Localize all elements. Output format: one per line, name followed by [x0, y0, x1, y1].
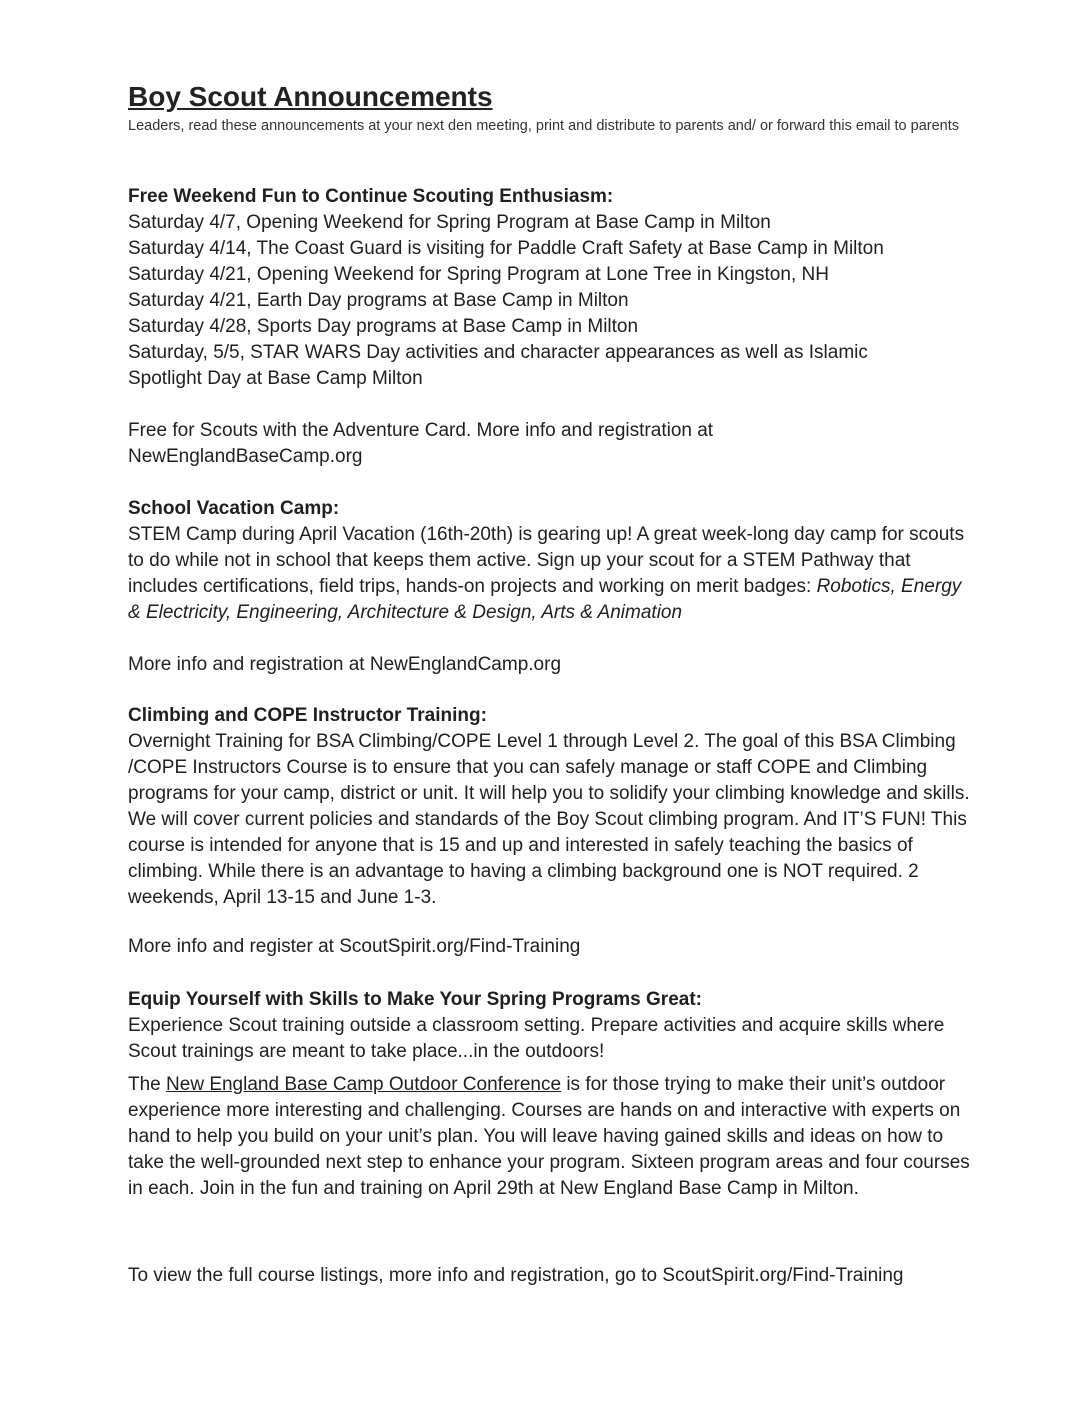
merit-badge-list: Robotics, Energy & Electricity, Engineering, Architecture & Design, Arts & Animation [128, 576, 962, 623]
closing-section [128, 1263, 978, 1289]
weekend-note-line: Free for Scouts with the Adventure Card. More info and registration at [128, 420, 714, 441]
equip-conference [128, 1072, 978, 1202]
climbing-heading: Climbing and COPE Instructor Training: [128, 705, 487, 726]
climbing-more [128, 934, 978, 960]
weekend-section [128, 184, 978, 392]
conference-paragraph [128, 1072, 978, 1202]
vacation-more-text: More info and registration at NewEnglandCamp.org [128, 654, 562, 675]
event-item: Saturday 4/21, Opening Weekend for Spring Program at Lone Tree in Kingston, NH [128, 264, 829, 285]
event-item: Saturday 4/14, The Coast Guard is visiting for Paddle Craft Safety at Base Camp in Milton [128, 238, 884, 259]
climbing-body: Overnight Training for BSA Climbing/COPE Level 1 through Level 2. The goal of this BSA Climbing /COPE Instructors Course is to ensure that you can safely manage or staff COPE and Climbing programs for your camp, district or unit. It will help you to solidify your climbing knowledge and skills. We will cover current policies and standards of the Boy Scout climbing program. And IT’S FUN! This course is intended for anyone that is 15 and up and interested in safely teaching the basics of climbing. While there is an advantage to having a climbing background one is NOT required. 2 weekends, April 13-15 and June 1-3. [128, 731, 970, 908]
event-item: Saturday 4/7, Opening Weekend for Spring Program at Base Camp in Milton [128, 212, 771, 233]
conference-text: is for those trying to make their unit’s outdoor experience more interesting and challenging. Courses are hands on and interactive with experts on hand to help you build on your unit’s plan. You will leave having gained skills and ideas on how to take the well-grounded next step to enhance your program. Sixteen program areas and four courses in each. Join in the fun and training on April 29th at New England Base Camp in Milton. [128, 1074, 970, 1199]
equip-heading: Equip Yourself with Skills to Make Your Spring Programs Great: [128, 989, 702, 1010]
event-item: Saturday, 5/5, STAR WARS Day activities and character appearances as well as Islamic [128, 342, 868, 363]
conference-prefix: The [128, 1074, 167, 1095]
event-item: Saturday 4/21, Earth Day programs at Base Camp in Milton [128, 290, 629, 311]
conference-link[interactable]: New England Base Camp Outdoor Conference [166, 1074, 562, 1095]
vacation-heading: School Vacation Camp: [128, 498, 340, 519]
page-title: Boy Scout Announcements [128, 81, 493, 112]
equip-body: Experience Scout training outside a classroom setting. Prepare activities and acquire skills where Scout trainings are meant to take place...in the outdoors! [128, 1015, 945, 1062]
vacation-body-text: STEM Camp during April Vacation (16th-20th) is gearing up! A great week-long day camp for scouts to do while not in school that keeps them active. Sign up your scout for a STEM Pathway that includes certifications, field trips, hands-on projects and working on merit badges: [128, 524, 965, 597]
weekend-heading: Free Weekend Fun to Continue Scouting Enthusiasm: [128, 186, 614, 207]
vacation-section [128, 496, 978, 626]
climbing-section [128, 703, 978, 911]
weekend-note-link-text: NewEnglandBaseCamp.org [128, 446, 363, 467]
intro-text: Leaders, read these announcements at your next den meeting, print and distribute to parents and/ or forward this email to parents [128, 118, 960, 134]
event-item: Spotlight Day at Base Camp Milton [128, 368, 423, 389]
event-item: Saturday 4/28, Sports Day programs at Base Camp in Milton [128, 316, 639, 337]
equip-section [128, 987, 978, 1065]
weekend-note [128, 418, 978, 470]
climbing-more-text: More info and register at ScoutSpirit.org/Find-Training [128, 936, 581, 957]
vacation-more [128, 652, 978, 678]
closing-text: To view the full course listings, more info and registration, go to ScoutSpirit.org/Find-Training [128, 1265, 904, 1286]
vacation-body [128, 522, 978, 626]
